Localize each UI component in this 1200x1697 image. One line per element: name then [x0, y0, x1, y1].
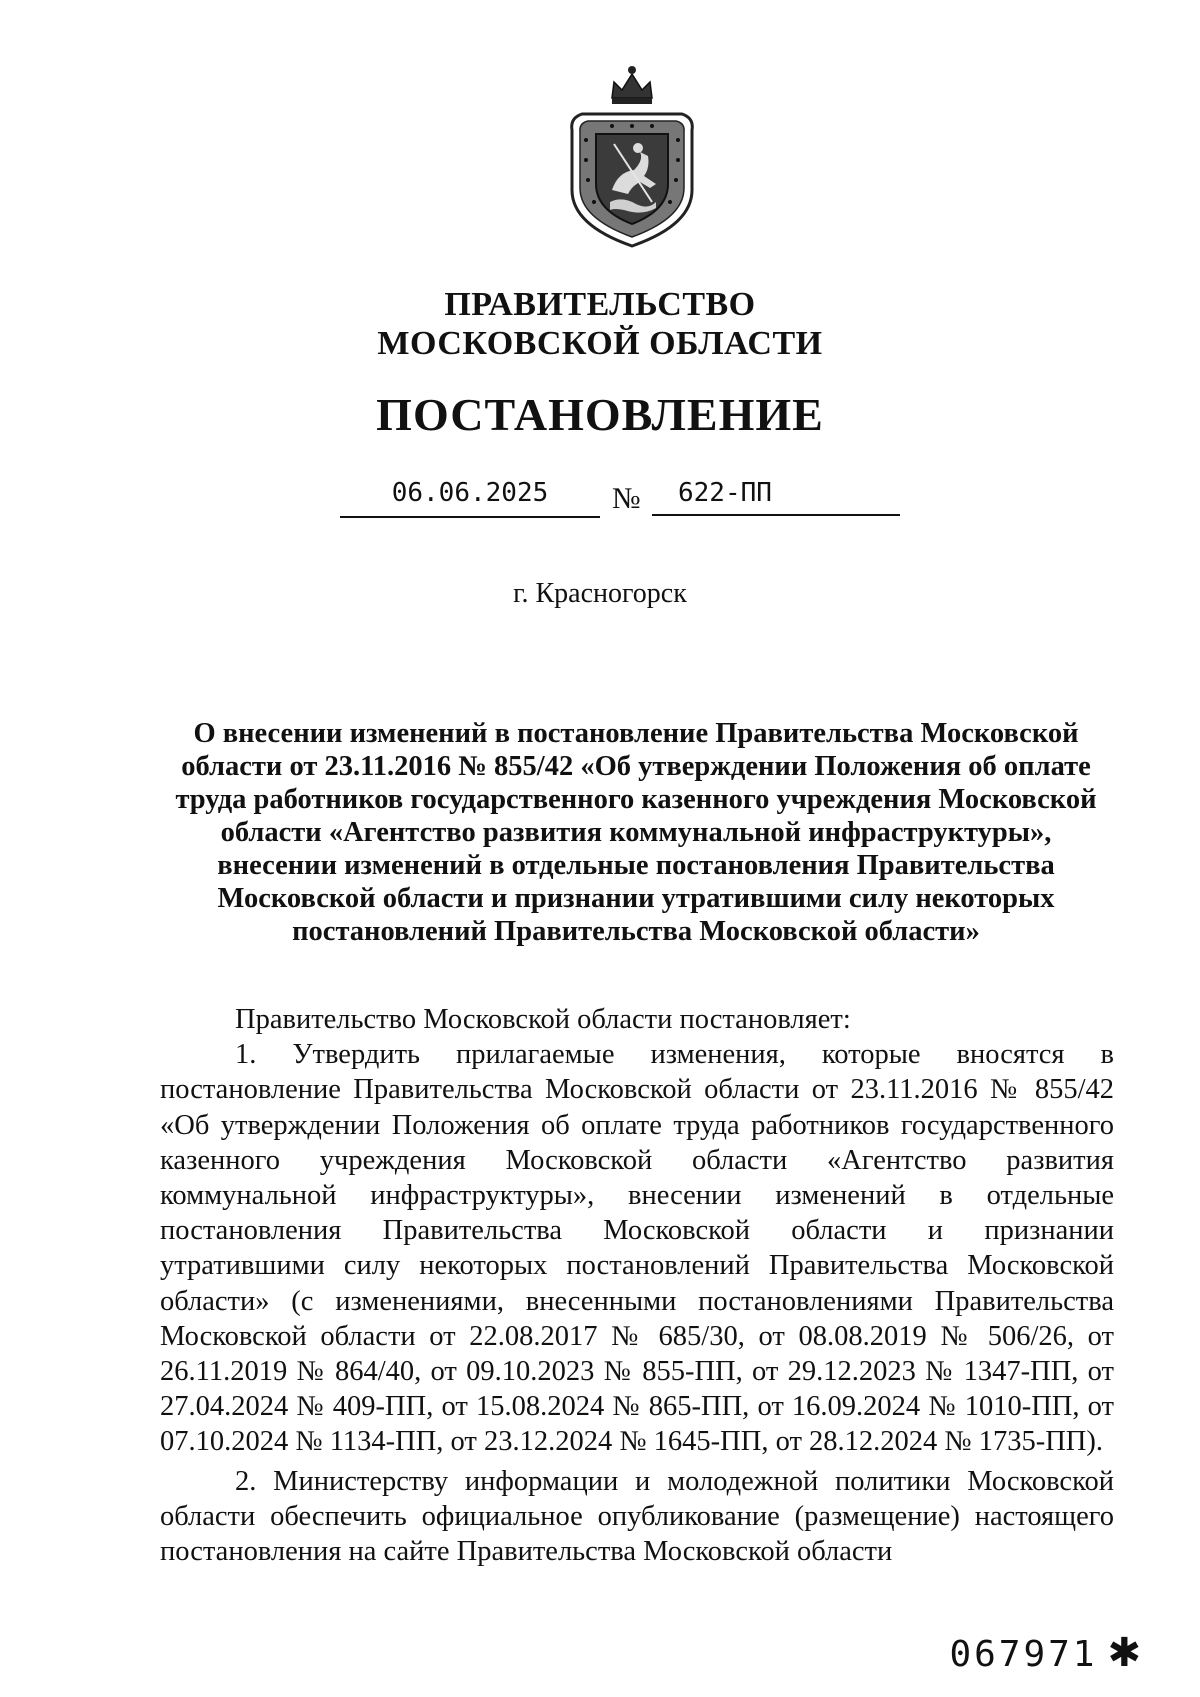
organization-name-line1: ПРАВИТЕЛЬСТВО — [444, 286, 756, 323]
body-paragraph-2: 2. Министерству информации и молодежной политики Московской области обеспечить официальное опубликование (размещение) настоящего постановления на сайте Правительства Московской области — [160, 1465, 1114, 1568]
asterisk-mark-icon: ✱ — [1107, 1630, 1144, 1676]
form-serial-number — [949, 1630, 1144, 1676]
body-paragraph-1: 1. Утвердить прилагаемые изменения, которые вносятся в постановление Правительства Московской области от 23.11.2016 № 855/42 «Об утверждении Положения об оплате труда работников государственного казенного учреждения Московской области «Агентство развития коммунальной инфраструктуры», внесении изменений в отдельные постановления Правительства Московской области и признании утратившими силу некоторых постановлений Правительства Московской области» (с изменениями, внесенными постановлениями Правительства Московской области от 22.08.2017 № 685/30, от 08.08.2019 № 506/26, от 26.11.2019 № 864/40, от 09.10.2023 № 855-ПП, от 29.12.2023 № 1347-ПП, от 27.04.2024 № 409-ПП, от 15.08.2024 № 865-ПП, от 16.09.2024 № 1010-ПП, от 07.10.2024 № 1134-ПП, от 23.12.2024 № 1645-ПП, от 28.12.2024 № 1735-ПП). — [160, 1039, 1114, 1458]
document-body — [160, 1002, 1114, 1569]
document-title: О внесении изменений в постановление Правительства Московской области от 23.11.2016 № 855/42 «Об утверждении Положения об оплате труда работников государственного казенного учреждения Московской области «Агентство развития коммунальной инфраструктуры», внесении изменений в отдельные постановления Правительства Московской области и признании утратившими силу некоторых постановлений Правительства Московской области» — [175, 718, 1097, 947]
document-type-heading: ПОСТАНОВЛЕНИЕ — [376, 389, 824, 440]
issue-city: г. Красногорск — [513, 578, 687, 609]
organization-name-line2: МОСКОВСКОЙ ОБЛАСТИ — [377, 325, 823, 362]
serial-digits: 067971 — [949, 1634, 1098, 1675]
registration-line — [340, 478, 900, 522]
document-number: 622-ПП — [652, 478, 900, 516]
coat-of-arms-emblem — [552, 60, 712, 250]
number-sign: № — [612, 482, 641, 515]
document-date: 06.06.2025 — [340, 478, 600, 518]
body-intro: Правительство Московской области постановляет: — [235, 1004, 851, 1035]
